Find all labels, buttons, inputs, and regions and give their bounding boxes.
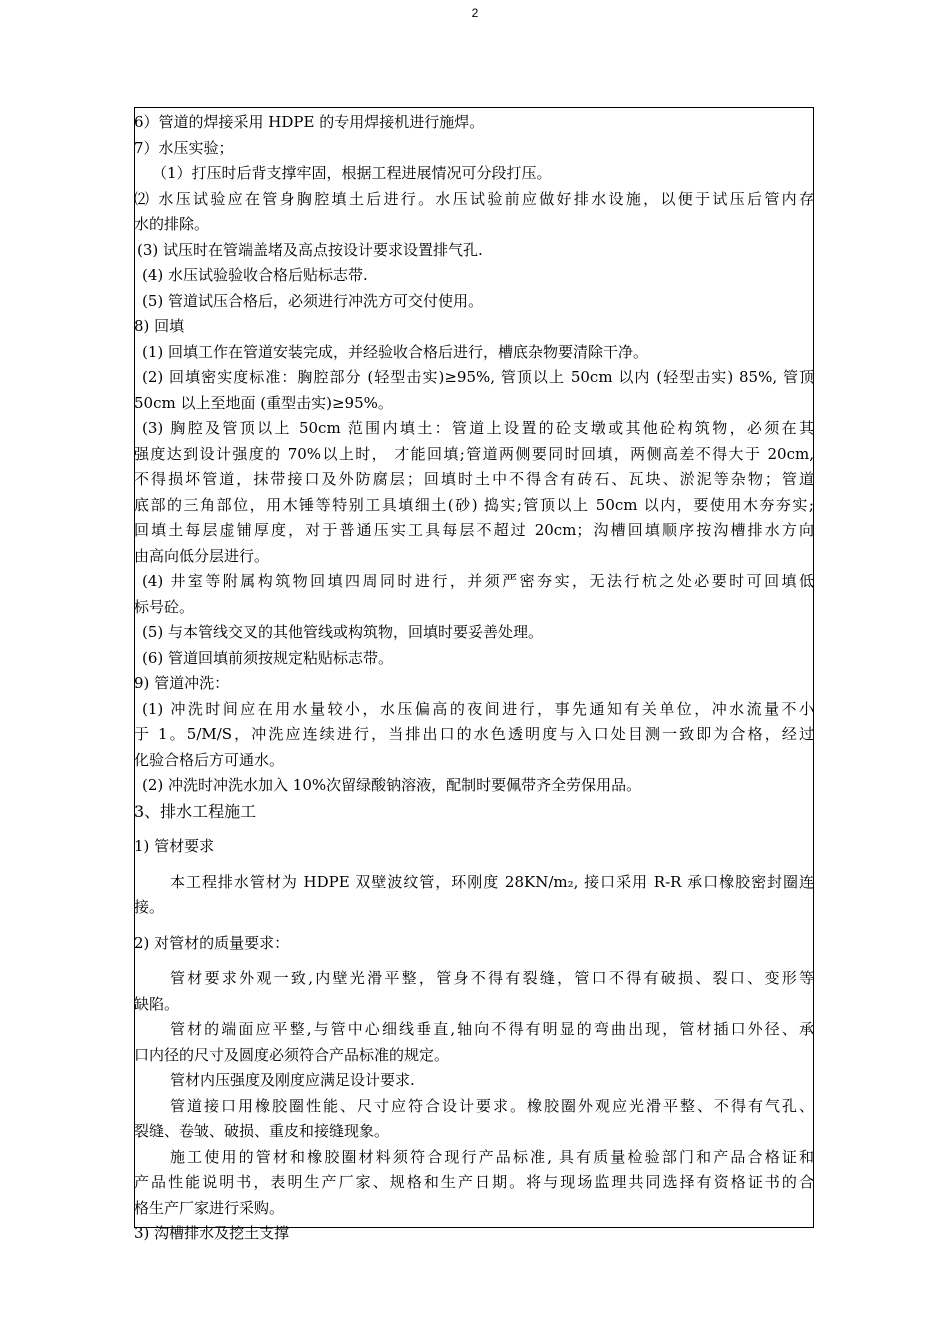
text-line: (3) 胸腔及管顶以上 50cm 范围内填土：管道上设置的砼支墩或其他砼构筑物，必须在其 <box>142 419 814 437</box>
text-line: ⑵ 水压试验应在管身胸腔填土后进行。水压试验前应做好排水设施，以便于试压后管内存 <box>134 189 814 208</box>
text-line: (5) 与本管线交叉的其他管线或构筑物，回填时要妥善处理。 <box>142 623 544 641</box>
text-line: 2) 对管材的质量要求： <box>134 933 290 952</box>
text-line: (4) 水压试验验收合格后贴标志带. <box>142 266 368 284</box>
text-line: (1) 回填工作在管道安装完成，并经验收合格后进行，槽底杂物要清除干净。 <box>142 342 649 361</box>
text-line: 化验合格后方可通水。 <box>134 750 285 769</box>
text-line: 3) 沟槽排水及挖土支撑 <box>134 1224 290 1242</box>
text-line: 6）管道的焊接采用 HDPE 的专用焊接机进行施焊。 <box>134 113 485 131</box>
text-line: 由高向低分层进行。 <box>134 546 270 565</box>
text-line: 管材的端面应平整,与管中心细线垂直,轴向不得有明显的弯曲出现，管材插口外径、承 <box>170 1020 814 1038</box>
text-line: 管材要求外观一致,内壁光滑平整，管身不得有裂缝，管口不得有破损、裂口、变形等 <box>170 969 814 987</box>
paragraph-spacer <box>134 824 814 834</box>
page-number: 2 <box>471 6 479 20</box>
text-line: (2) 冲洗时冲洗水加入 10%次留绿酸钠溶液，配制时要佩带齐全劳保用品。 <box>142 776 642 794</box>
text-line: 7）水压实验； <box>134 138 234 157</box>
text-line: 50cm 以上至地面 (重型击实)≥95%。 <box>134 393 393 412</box>
text-line: 施工使用的管材和橡胶圈材料须符合现行产品标准, 具有质量检验部门和产品合格证和 <box>170 1147 814 1166</box>
text-line: 裂缝、卷皱、破损、重皮和接缝现象。 <box>134 1122 390 1140</box>
text-line: (5) 管道试压合格后，必须进行冲洗方可交付使用。 <box>142 291 484 310</box>
text-line: 管道接口用橡胶圈性能、尺寸应符合设计要求。橡胶圈外观应光滑平整、不得有气孔、 <box>170 1096 814 1115</box>
text-line: (4) 井室等附属构筑物回填四周同时进行，并须严密夯实，无法行杭之处必要时可回填低 <box>142 572 814 590</box>
paragraph-spacer <box>134 860 814 870</box>
text-line: (2) 回填密实度标准：胸腔部分 (轻型击实)≥95%, 管顶以上 50cm 以内 (轻型击实) 85%, 管顶 <box>142 368 814 386</box>
text-line: 不得损坏管道，抹带接口及外防腐层；回填时土中不得含有砖石、瓦块、淤泥等杂物；管道 <box>134 470 814 488</box>
text-line: (3) 试压时在管端盖堵及高点按设计要求设置排气孔. <box>137 240 483 259</box>
text-line: 格生产厂家进行采购。 <box>134 1198 285 1217</box>
text-line: 产品性能说明书，表明生产厂家、规格和生产日期。将与现场监理共同选择有资格证书的合 <box>134 1173 814 1191</box>
document-body <box>134 110 814 1247</box>
text-line: 1) 管材要求 <box>134 837 215 855</box>
section-heading: 3、排水工程施工 <box>134 801 257 821</box>
text-line: 缺陷。 <box>134 994 180 1013</box>
text-line: 水的排除。 <box>134 215 210 233</box>
text-line: （1）打压时后背支撑牢固，根据工程进展情况可分段打压。 <box>152 164 552 182</box>
text-line: 接。 <box>134 898 165 916</box>
text-line: 9) 管道冲洗： <box>134 674 230 692</box>
paragraph-spacer <box>134 921 814 931</box>
text-line: 回填土每层虚铺厚度，对于普通压实工具每层不超过 20cm；沟槽回填顺序按沟槽排水方向 <box>134 521 814 539</box>
text-line: 强度达到设计强度的 70%以上时， 才能回填;管道两侧要同时回填，两侧高差不得大于 20cm, <box>134 444 814 463</box>
text-line: (1) 冲洗时间应在用水量较小，水压偏高的夜间进行，事先通知有关单位，冲水流量不小 <box>142 699 814 718</box>
text-line: 于 1。5/M/S，冲洗应连续进行，当排出口的水色透明度与入口处目测一致即为合格，经过 <box>134 725 814 743</box>
text-line: (6) 管道回填前须按规定粘贴标志带。 <box>142 648 394 667</box>
text-line: 8) 回填 <box>134 317 185 335</box>
text-line: 口内径的尺寸及圆度必须符合产品标准的规定。 <box>134 1045 450 1064</box>
text-line: 管材内压强度及刚度应满足设计要求. <box>170 1071 415 1089</box>
text-line: 标号砼。 <box>134 597 195 616</box>
text-line: 本工程排水管材为 HDPE 双壁波纹管，环刚度 28KN/m₂, 接口采用 R-R 承口橡胶密封圈连 <box>170 872 814 891</box>
text-line: 底部的三角部位，用木锤等特别工具填细土(砂) 捣实;管顶以上 50cm 以内，要使用木夯夯实; <box>134 495 814 514</box>
paragraph-spacer <box>134 956 814 966</box>
